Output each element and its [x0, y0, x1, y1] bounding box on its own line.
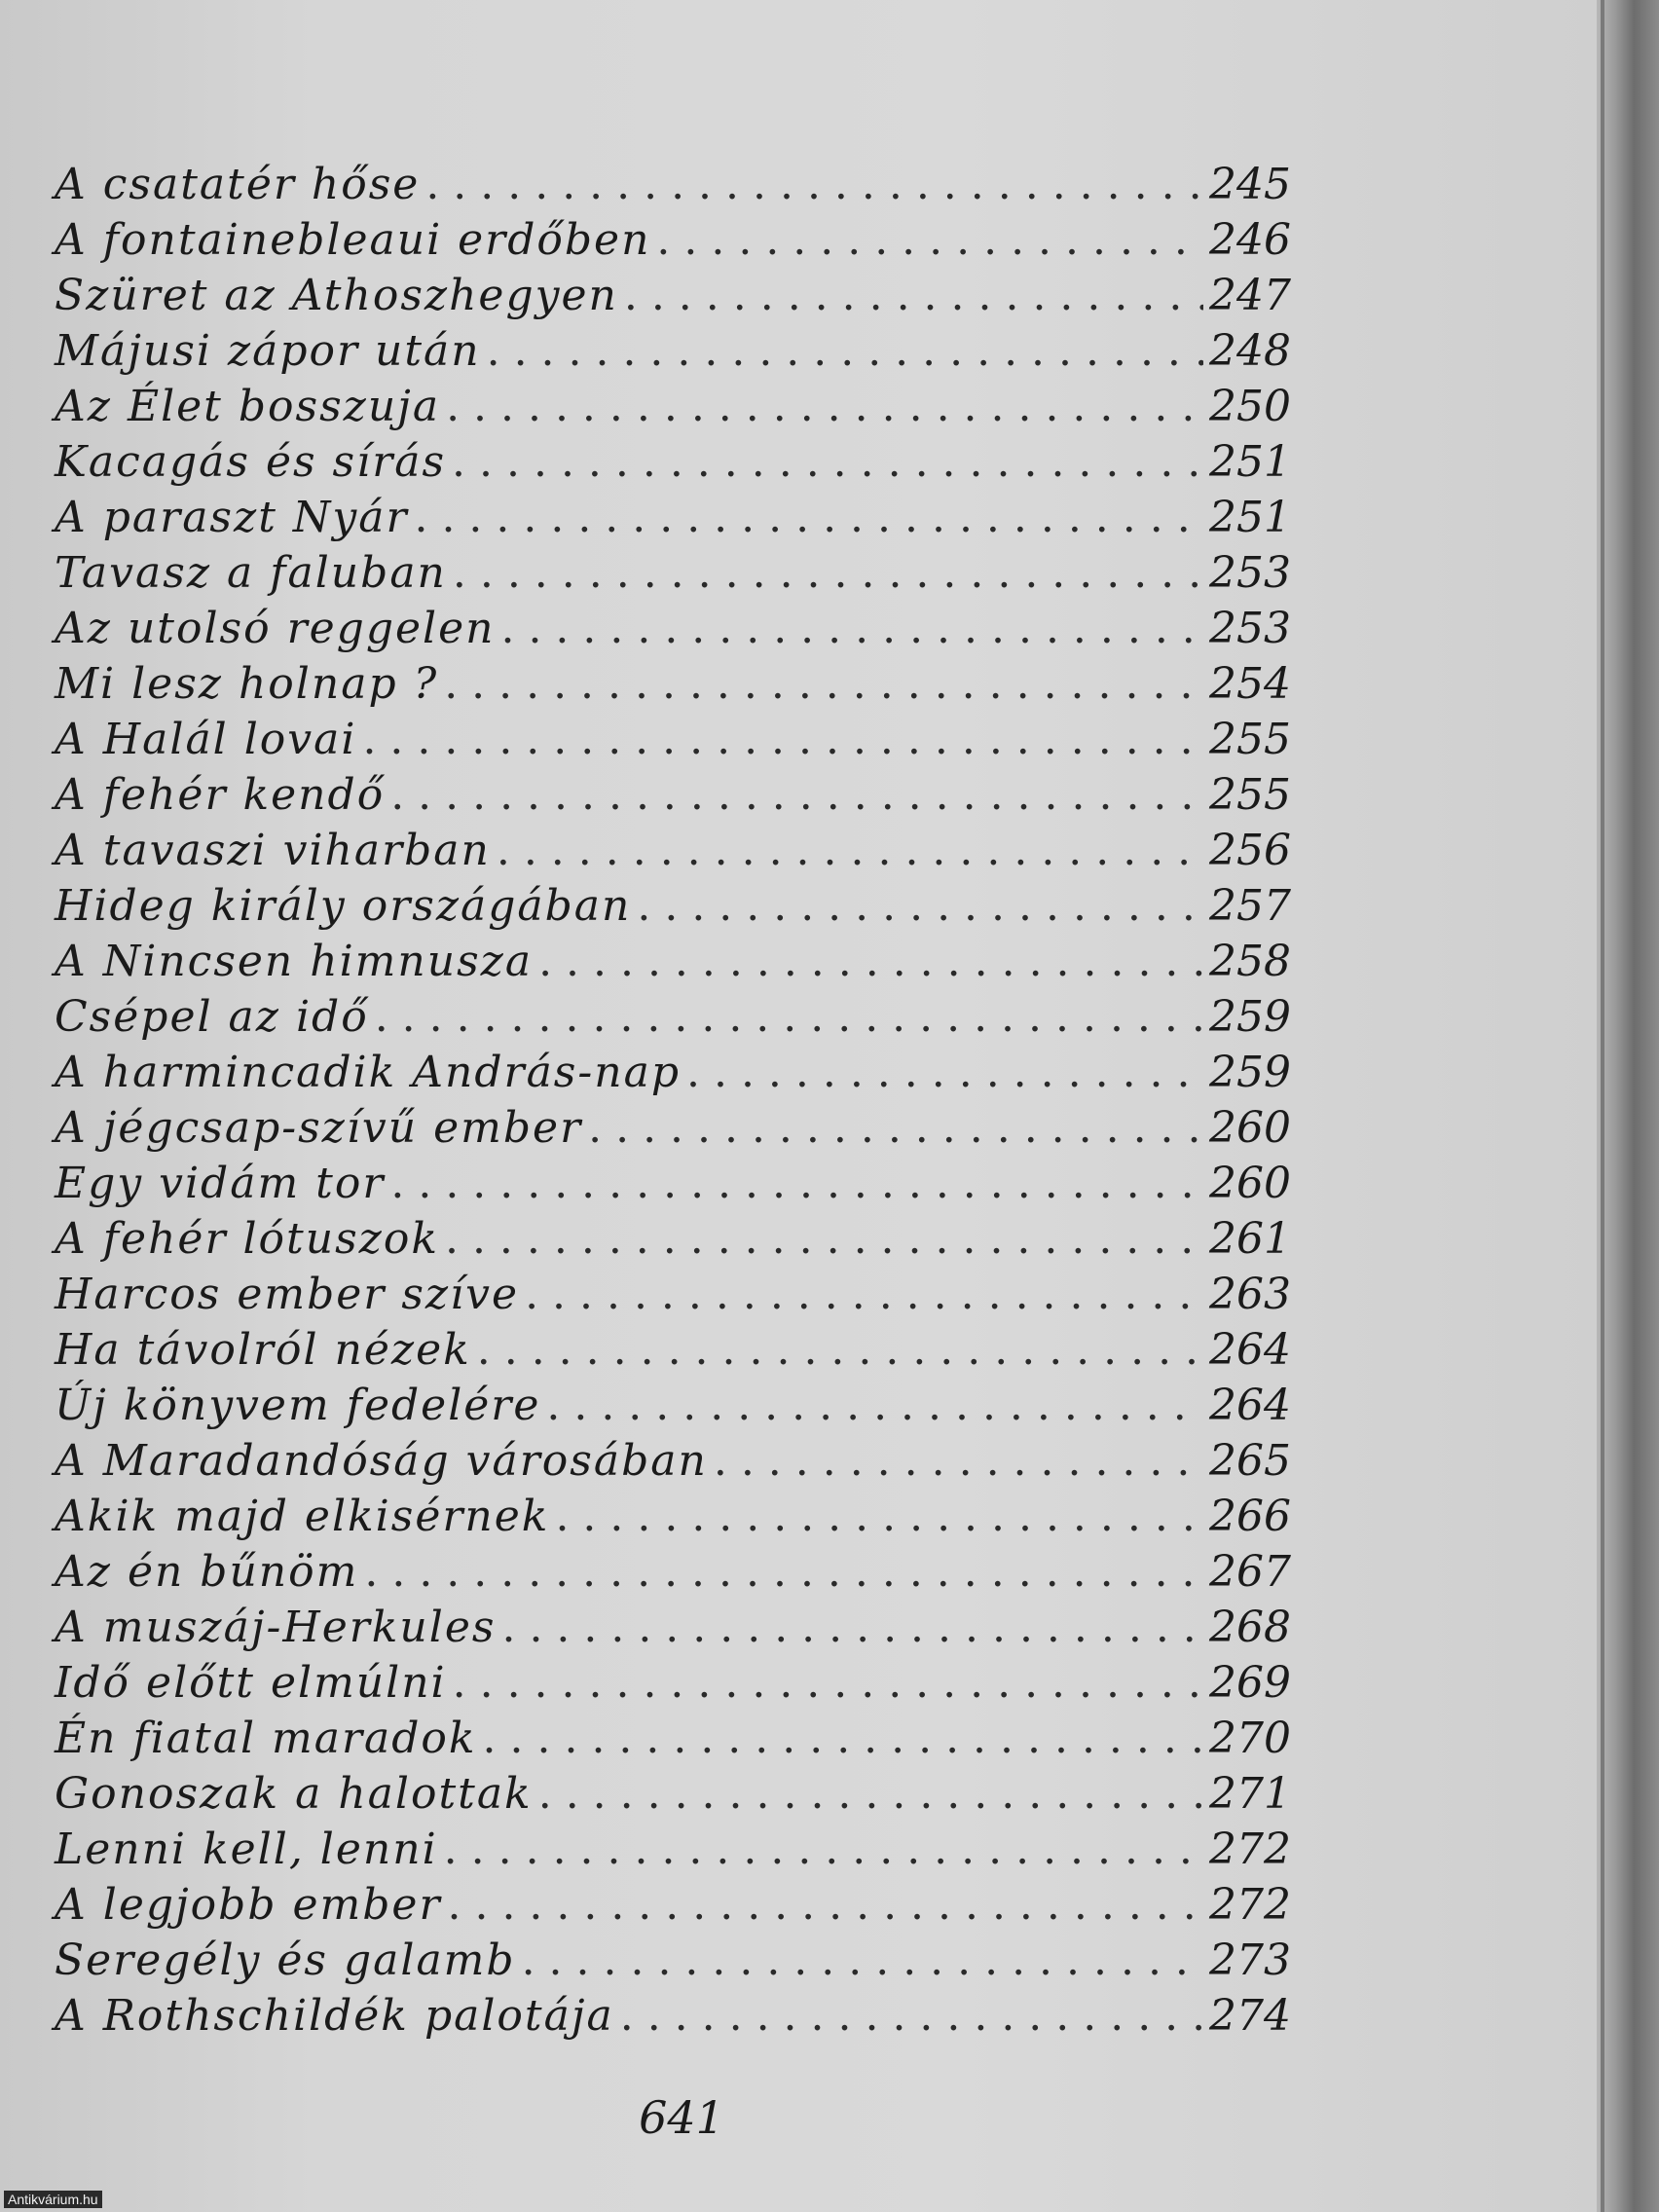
toc-entry-page: 264 [1209, 1325, 1291, 1375]
toc-entry [55, 215, 1291, 271]
toc-entry-title: Én fiatal maradok [55, 1714, 477, 1763]
dot-leader [444, 1825, 1203, 1874]
toc-entry [55, 1603, 1291, 1658]
dot-leader [620, 1991, 1203, 2041]
gutter-shadow [1601, 0, 1604, 2212]
toc-entry-title: Gonoszak a halottak [55, 1769, 533, 1819]
toc-entry-page: 259 [1209, 992, 1291, 1042]
toc-entry-title: Az én bűnöm [55, 1547, 359, 1597]
toc-entry-page: 251 [1209, 493, 1291, 542]
toc-entry-title: A fehér kendő [55, 770, 386, 820]
toc-entry-page: 258 [1209, 937, 1291, 986]
toc-entry-page: 255 [1209, 770, 1291, 820]
toc-entry-title: Seregély és galamb [55, 1936, 516, 1985]
dot-leader [390, 770, 1203, 820]
toc-entry-page: 245 [1209, 160, 1291, 209]
toc-entry-page: 273 [1209, 1936, 1291, 1985]
toc-entry-page: 263 [1209, 1270, 1291, 1319]
dot-leader [714, 1436, 1203, 1486]
toc-entry-title: A tavaszi viharban [55, 826, 491, 875]
toc-entry-page: 269 [1209, 1658, 1291, 1708]
table-of-contents [55, 160, 1291, 2046]
toc-entry-title: Kacagás és sírás [55, 437, 447, 487]
toc-entry-page: 270 [1209, 1714, 1291, 1763]
toc-entry [55, 659, 1291, 715]
dot-leader [446, 382, 1203, 431]
toc-entry [55, 1048, 1291, 1103]
toc-entry-title: A Maradandóság városában [55, 1436, 708, 1486]
dot-leader [588, 1103, 1203, 1153]
toc-entry-title: Ha távolról nézek [55, 1325, 471, 1375]
toc-entry [55, 160, 1291, 215]
toc-entry-page: 259 [1209, 1048, 1291, 1097]
dot-leader [624, 271, 1203, 320]
toc-entry-title: Egy vidám tor [55, 1159, 386, 1208]
toc-entry-title: A fontainebleaui erdőben [55, 215, 651, 265]
toc-entry [55, 881, 1291, 937]
dot-leader [487, 326, 1203, 376]
toc-entry-page: 266 [1209, 1492, 1291, 1541]
toc-entry [55, 604, 1291, 659]
dot-leader [686, 1048, 1203, 1097]
toc-entry-title: Idő előtt elmúlni [55, 1658, 447, 1708]
toc-entry-title: Hideg király országában [55, 881, 632, 931]
dot-leader [483, 1714, 1203, 1763]
toc-entry-title: A Halál lovai [55, 715, 357, 764]
dot-leader [477, 1325, 1203, 1375]
toc-entry [55, 1714, 1291, 1769]
toc-entry-title: A muszáj-Herkules [55, 1603, 497, 1652]
toc-entry-title: A Nincsen himnusza [55, 937, 534, 986]
toc-entry-page: 248 [1209, 326, 1291, 376]
dot-leader [555, 1492, 1203, 1541]
toc-entry-page: 253 [1209, 604, 1291, 653]
dot-leader [538, 937, 1203, 986]
toc-entry [55, 1325, 1291, 1381]
toc-entry [55, 1936, 1291, 1991]
toc-entry-page: 272 [1209, 1880, 1291, 1930]
toc-entry-page: 253 [1209, 548, 1291, 598]
toc-entry-page: 267 [1209, 1547, 1291, 1597]
toc-entry-page: 264 [1209, 1381, 1291, 1430]
toc-entry [55, 826, 1291, 881]
toc-entry [55, 1381, 1291, 1436]
toc-entry-title: A legjobb ember [55, 1880, 442, 1930]
toc-entry-page: 257 [1209, 881, 1291, 931]
toc-entry-title: Tavasz a faluban [55, 548, 447, 598]
toc-entry-title: Csépel az idő [55, 992, 369, 1042]
dot-leader [444, 659, 1203, 709]
dot-leader [637, 881, 1203, 931]
toc-entry [55, 1270, 1291, 1325]
toc-entry-page: 271 [1209, 1769, 1291, 1819]
toc-entry [55, 1769, 1291, 1825]
dot-leader [375, 992, 1203, 1042]
toc-entry [55, 271, 1291, 326]
toc-entry [55, 1103, 1291, 1159]
toc-entry [55, 1991, 1291, 2046]
toc-entry [55, 992, 1291, 1048]
toc-entry-page: 272 [1209, 1825, 1291, 1874]
toc-entry-title: A Rothschildék palotája [55, 1991, 614, 2041]
toc-entry-page: 274 [1209, 1991, 1291, 2041]
dot-leader [362, 715, 1203, 764]
toc-entry-title: A harmincadik András-nap [55, 1048, 681, 1097]
toc-entry [55, 1159, 1291, 1214]
dot-leader [500, 604, 1203, 653]
toc-entry [55, 715, 1291, 770]
dot-leader [501, 1603, 1203, 1652]
toc-entry-page: 254 [1209, 659, 1291, 709]
toc-entry [55, 437, 1291, 493]
dot-leader [448, 1880, 1204, 1930]
toc-entry-title: Szüret az Athoszhegyen [55, 271, 618, 320]
dot-leader [497, 826, 1203, 875]
dot-leader [546, 1381, 1203, 1430]
dot-leader [364, 1547, 1203, 1597]
book-gutter [1597, 0, 1659, 2212]
toc-entry-page: 251 [1209, 437, 1291, 487]
toc-entry [55, 1880, 1291, 1936]
toc-entry [55, 548, 1291, 604]
toc-entry-page: 260 [1209, 1103, 1291, 1153]
toc-entry-page: 261 [1209, 1214, 1291, 1264]
toc-entry-title: Új könyvem fedelére [55, 1381, 541, 1430]
dot-leader [522, 1936, 1203, 1985]
dot-leader [425, 160, 1203, 209]
toc-entry-page: 265 [1209, 1436, 1291, 1486]
toc-entry-page: 255 [1209, 715, 1291, 764]
toc-entry-page: 268 [1209, 1603, 1291, 1652]
toc-entry [55, 1214, 1291, 1270]
toc-entry-page: 247 [1209, 271, 1291, 320]
dot-leader [453, 1658, 1203, 1708]
page-number: 641 [639, 2091, 724, 2144]
toc-entry-title: Akik majd elkisérnek [55, 1492, 550, 1541]
dot-leader [525, 1270, 1203, 1319]
watermark: Antikvárium.hu [4, 2191, 102, 2208]
toc-entry-title: Az Élet bosszuja [55, 382, 441, 431]
toc-entry-title: Harcos ember szíve [55, 1270, 520, 1319]
toc-entry-title: A paraszt Nyár [55, 493, 409, 542]
dot-leader [445, 1214, 1203, 1264]
dot-leader [538, 1769, 1203, 1819]
toc-entry [55, 326, 1291, 382]
dot-leader [414, 493, 1203, 542]
toc-entry-title: Májusi zápor után [55, 326, 481, 376]
toc-entry [55, 382, 1291, 437]
toc-entry-page: 256 [1209, 826, 1291, 875]
toc-entry-page: 260 [1209, 1159, 1291, 1208]
toc-entry-title: Mi lesz holnap ? [55, 659, 439, 709]
toc-entry-title: A fehér lótuszok [55, 1214, 439, 1264]
toc-entry-page: 250 [1209, 382, 1291, 431]
toc-entry-title: Lenni kell, lenni [55, 1825, 438, 1874]
toc-entry-title: A csatatér hőse [55, 160, 421, 209]
toc-entry-page: 246 [1209, 215, 1291, 265]
dot-leader [452, 437, 1203, 487]
toc-entry [55, 1492, 1291, 1547]
toc-entry [55, 770, 1291, 826]
toc-entry-title: Az utolsó reggelen [55, 604, 496, 653]
dot-leader [390, 1159, 1203, 1208]
toc-entry [55, 1436, 1291, 1492]
toc-entry [55, 493, 1291, 548]
toc-entry [55, 1658, 1291, 1714]
toc-entry [55, 1825, 1291, 1880]
toc-entry [55, 937, 1291, 992]
dot-leader [453, 548, 1203, 598]
dot-leader [656, 215, 1203, 265]
toc-entry-title: A jégcsap-szívű ember [55, 1103, 583, 1153]
toc-entry [55, 1547, 1291, 1603]
